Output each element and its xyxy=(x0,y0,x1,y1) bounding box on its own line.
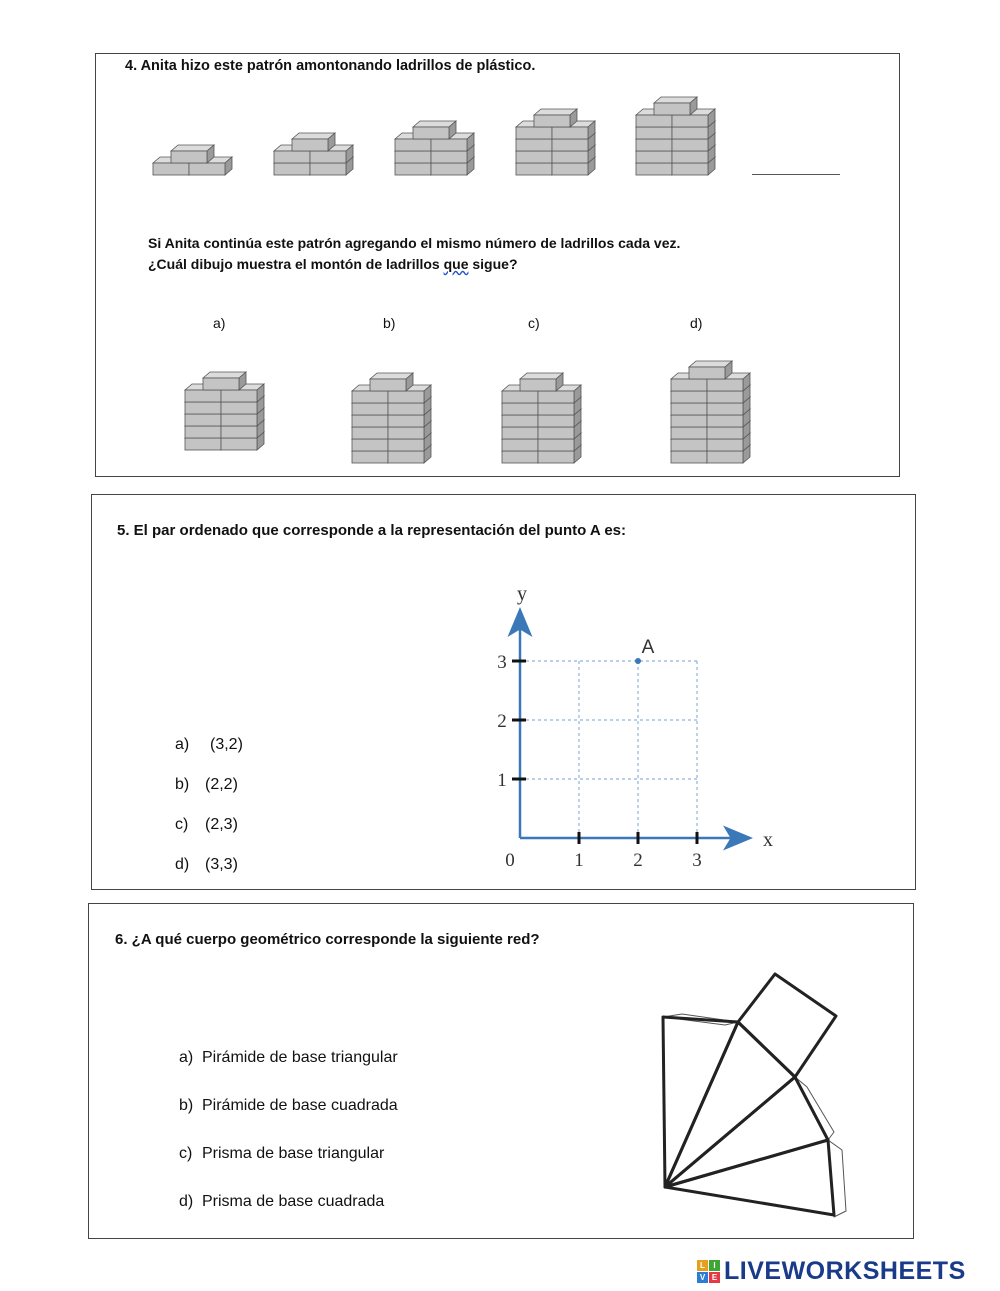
x-tick-label: 2 xyxy=(633,850,643,871)
brick xyxy=(654,97,697,115)
q5-option-c[interactable] xyxy=(175,816,238,834)
pattern-stack-2 xyxy=(274,133,353,175)
q6-option-d[interactable] xyxy=(179,1193,384,1211)
q5-option-b-letter: b) xyxy=(175,776,190,793)
question-4-text-line-2-c: sigue? xyxy=(468,256,518,272)
option-d-stack xyxy=(671,361,750,463)
option-b-stack xyxy=(352,373,431,463)
liveworksheets-logo-icon xyxy=(697,1260,720,1283)
q6-option-a-text: Pirámide de base triangular xyxy=(202,1049,398,1066)
option-c-stack xyxy=(502,373,581,463)
q4-option-b-label[interactable]: b) xyxy=(383,315,396,331)
q5-option-b[interactable] xyxy=(175,776,238,794)
brick xyxy=(520,373,563,391)
question-4-text-line-1: Si Anita continúa este patrón agregando el mismo número de ladrillos cada vez. xyxy=(148,235,681,251)
pattern-stack-4 xyxy=(516,109,595,175)
logo-cell-v: V xyxy=(697,1272,708,1283)
q6-option-b[interactable] xyxy=(179,1097,398,1115)
liveworksheets-brand xyxy=(697,1257,966,1286)
coordinate-plane xyxy=(490,580,790,880)
answer-line[interactable] xyxy=(752,174,840,175)
x-tick-label: 3 xyxy=(692,850,702,871)
q5-option-b-value: (2,2) xyxy=(205,776,238,793)
q6-option-c[interactable] xyxy=(179,1145,384,1163)
brick xyxy=(370,373,413,391)
q6-option-a[interactable] xyxy=(179,1049,398,1067)
q5-option-d-value: (3,3) xyxy=(205,856,238,873)
net-triangle-face-4 xyxy=(665,1140,834,1215)
question-5-title: 5. El par ordenado que corresponde a la representación del punto A es: xyxy=(117,522,627,539)
net-square-face xyxy=(738,974,836,1077)
question-4-title: 4. Anita hizo este patrón amontonando ladrillos de plástico. xyxy=(125,58,536,74)
brick xyxy=(534,109,577,127)
q6-option-a-letter: a) xyxy=(179,1049,194,1066)
brick xyxy=(203,372,246,390)
q4-option-a-label[interactable]: a) xyxy=(213,315,226,331)
q5-option-a-value: (3,2) xyxy=(210,736,243,753)
q5-option-d-letter: d) xyxy=(175,856,190,873)
y-axis-label: y xyxy=(517,583,527,605)
question-4-text-line-2-a: ¿Cuál dibujo muestra el montón de ladrillos xyxy=(148,256,444,272)
brick xyxy=(689,361,732,379)
pyramid-net-diagram xyxy=(650,965,850,1225)
x-tick-label: 1 xyxy=(574,850,584,871)
q5-option-a[interactable] xyxy=(175,736,243,754)
brick xyxy=(171,145,214,163)
brick xyxy=(413,121,456,139)
point-a-marker xyxy=(635,658,641,664)
q4-option-c-label[interactable]: c) xyxy=(528,315,540,331)
question-6-title: 6. ¿A qué cuerpo geométrico corresponde la siguiente red? xyxy=(115,931,540,948)
logo-cell-i: I xyxy=(709,1260,720,1271)
liveworksheets-wordmark: LIVEWORKSHEETS xyxy=(724,1257,966,1285)
q5-option-c-value: (2,3) xyxy=(205,816,238,833)
pattern-stack-3 xyxy=(395,121,474,175)
q6-option-c-letter: c) xyxy=(179,1145,193,1162)
q4-option-d-label[interactable]: d) xyxy=(690,315,703,331)
logo-cell-e: E xyxy=(709,1272,720,1283)
q6-option-d-text: Prisma de base cuadrada xyxy=(202,1193,385,1210)
pattern-stack-1 xyxy=(153,145,232,175)
question-4-text-line-2 xyxy=(148,256,518,272)
y-tick-label: 3 xyxy=(497,652,507,673)
brick xyxy=(292,133,335,151)
point-a-label: A xyxy=(641,637,655,658)
x-axis-label: x xyxy=(763,829,773,851)
option-a-stack xyxy=(185,372,264,450)
logo-cell-l: L xyxy=(697,1260,708,1271)
q6-option-b-text: Pirámide de base cuadrada xyxy=(202,1097,398,1114)
q5-option-d[interactable] xyxy=(175,856,238,874)
q5-option-a-letter: a) xyxy=(175,736,190,753)
net-triangle-face-2 xyxy=(665,1022,795,1187)
pattern-stack-5 xyxy=(636,97,715,175)
question-4-text-line-2-b: que xyxy=(443,256,469,272)
y-tick-label: 1 xyxy=(497,770,507,791)
x-tick-label: 0 xyxy=(505,850,515,871)
y-tick-label: 2 xyxy=(497,711,507,732)
net-triangle-face-1 xyxy=(663,1017,738,1187)
q6-option-d-letter: d) xyxy=(179,1193,194,1210)
q5-option-c-letter: c) xyxy=(175,816,189,833)
q6-option-b-letter: b) xyxy=(179,1097,194,1114)
q6-option-c-text: Prisma de base triangular xyxy=(202,1145,385,1162)
